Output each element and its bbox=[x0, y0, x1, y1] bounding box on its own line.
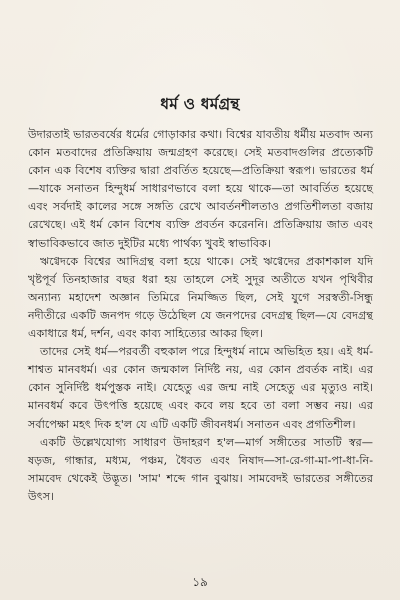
paragraph-2: ঋগ্বেদকে বিশ্বের আদিগ্রন্থ বলা হয়ে থাকে। সেই ঋগ্বেদের প্রকাশকাল যদি খৃষ্টপূর্ব তিনহাজার বছর ধরা হয় তাহলে সেই সুদূর অতীতে যখন পৃথিবীর অন্যান্য মহাদেশ অজ্ঞান তিমিরে নিমজ্জিত ছিল, সেই যুগে সরস্বতী-সিন্ধু নদীতীরে একটি জনপদ গড়ে উঠেছিল যে জনপদের বেদগ্রন্থ ছিল—যে বেদগ্রন্থ একাধারে ধর্ম, দর্শন, এবং কাব্য সাহিত্যের আকর ছিল। bbox=[28, 254, 373, 341]
chapter-body bbox=[28, 126, 373, 506]
paragraph-4: একটি উল্লেখযোগ্য সাধারণ উদাহরণ হ'ল—মার্গ সঙ্গীতের সাতটি স্বর—ষড়জ, গান্ধার, মধ্যম, পঞ্চম, ধৈবত এবং নিষাদ—সা-রে-গা-মা-পা-ধা-নি-সামবেদ থেকেই উদ্ভূত। 'সাম' শব্দে গান বুঝায়। সামবেদই ভারতের সঙ্গীতের উৎস। bbox=[28, 435, 373, 503]
paragraph-1: উদারতাই ভারতবর্ষের ধর্মের গোড়াকার কথা। বিশ্বের যাবতীয় ধর্মীয় মতবাদ অন্য কোন মতবাদের প্রতিক্রিয়ায় জন্মগ্রহণ করেছে। সেই মতবাদগুলির প্রত্যেকটি কোন এক বিশেষ ব্যক্তির দ্বারা প্রবর্তিত হয়েছে—প্রতিক্রিয়া স্বরূপ। ভারতের ধর্ম—যাকে সনাতন হিন্দুধর্ম সাধারণভাবে বলা হয়ে থাকে—তা আবর্তিত হয়েছে এবং সর্বদাই কালের সঙ্গে সঙ্গতি রেখে আবর্তনশীলতাও প্রগতিশীলতা বজায় রেখেছে। এই ধর্ম কোন বিশেষ ব্যক্তি প্রবর্তন করেননি। প্রতিক্রিয়ায় জাত এবং স্বাভাবিকভাবে জাত দুইটির মধ্যে পার্থক্য খুবই স্বাভাবিক। bbox=[28, 128, 373, 250]
chapter-title: ধর্ম ও ধর্মগ্রন্থ bbox=[160, 94, 240, 113]
page-number: ১৯ bbox=[192, 575, 208, 589]
paragraph-3: তাদের সেই ধর্ম—পরবর্তী বহুকাল পরে হিন্দুধর্ম নামে অভিহিত হয়। এই ধর্ম-শাশ্বত মানবধর্ম। এর কোন জন্মকাল নির্দিষ্ট নয়, এর কোন প্রবর্তক নাই। এর কোন সুনির্দিষ্ট ধর্মপুস্তক নাই। যেহেতু এর জন্ম নাই সেহেতু এর মৃত্যুও নাই। মানবধর্ম কবে উৎপত্তি হয়েছে এবং কবে লয় হবে তা বলা সম্ভব নয়। এর সর্বাপেক্ষা মহৎ দিক হ'ল যে এটি একটি জীবনধর্ম। সনাতন এবং প্রগতিশীল। bbox=[28, 345, 373, 431]
